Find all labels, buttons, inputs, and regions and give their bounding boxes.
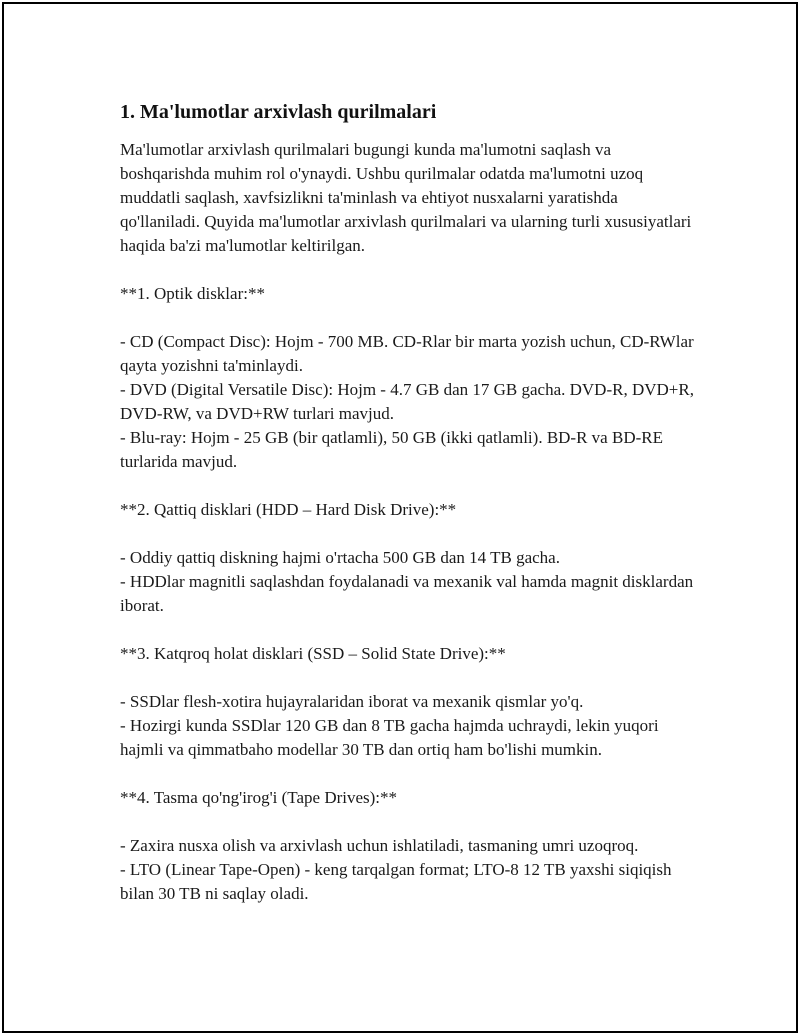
list-item: - Hozirgi kunda SSDlar 120 GB dan 8 TB gacha hajmda uchraydi, lekin yuqori hajmli va qimmatbaho modellar 30 TB dan ortiq ham bo'lishi mumkin.	[120, 716, 659, 759]
bullet-list-ssd	[120, 690, 700, 762]
bullet-list-hdd	[120, 546, 700, 618]
list-item: - DVD (Digital Versatile Disc): Hojm - 4.7 GB dan 17 GB gacha. DVD-R, DVD+R, DVD-RW, va DVD+RW turlari mavjud.	[120, 380, 694, 423]
bullet-list-tape	[120, 834, 700, 906]
section-title-tape: **4. Tasma qo'ng'irog'i (Tape Drives):**	[120, 788, 398, 807]
section-title-ssd: **3. Katqroq holat disklari (SSD – Solid State Drive):**	[120, 644, 506, 663]
list-item: - LTO (Linear Tape-Open) - keng tarqalgan format; LTO-8 12 TB yaxshi siqiqish bilan 30 TB ni saqlay oladi.	[120, 860, 672, 903]
intro-paragraph: Ma'lumotlar arxivlash qurilmalari bugungi kunda ma'lumotni saqlash va boshqarishda muhim rol o'ynaydi. Ushbu qurilmalar odatda ma'lumotni uzoq muddatli saqlash, xavfsizlikni ta'minlash va ehtiyot nusxalarni yaratishda qo'llaniladi. Quyida ma'lumotlar arxivlash qurilmalari va ularning turli xususiyatlari haqida ba'zi ma'lumotlar keltirilgan.	[120, 140, 692, 255]
section-title-optical: **1. Optik disklar:**	[120, 284, 265, 303]
list-item: - HDDlar magnitli saqlashdan foydalanadi va mexanik val hamda magnit disklardan iborat.	[120, 572, 694, 615]
document-heading: 1. Ma'lumotlar arxivlash qurilmalari	[120, 101, 437, 123]
list-item: - Blu-ray: Hojm - 25 GB (bir qatlamli), 50 GB (ikki qatlamli). BD-R va BD-RE turlarida mavjud.	[120, 428, 663, 471]
page-frame	[2, 2, 798, 1033]
document-body	[120, 100, 700, 930]
list-item: - Oddiy qattiq diskning hajmi o'rtacha 500 GB dan 14 TB gacha.	[120, 548, 560, 567]
list-item: - Zaxira nusxa olish va arxivlash uchun ishlatiladi, tasmaning umri uzoqroq.	[120, 836, 639, 855]
list-item: - CD (Compact Disc): Hojm - 700 MB. CD-Rlar bir marta yozish uchun, CD-RWlar qayta yozishni ta'minlaydi.	[120, 332, 694, 375]
list-item: - SSDlar flesh-xotira hujayralaridan iborat va mexanik qismlar yo'q.	[120, 692, 584, 711]
section-title-hdd: **2. Qattiq disklari (HDD – Hard Disk Drive):**	[120, 500, 457, 519]
bullet-list-optical	[120, 330, 700, 474]
